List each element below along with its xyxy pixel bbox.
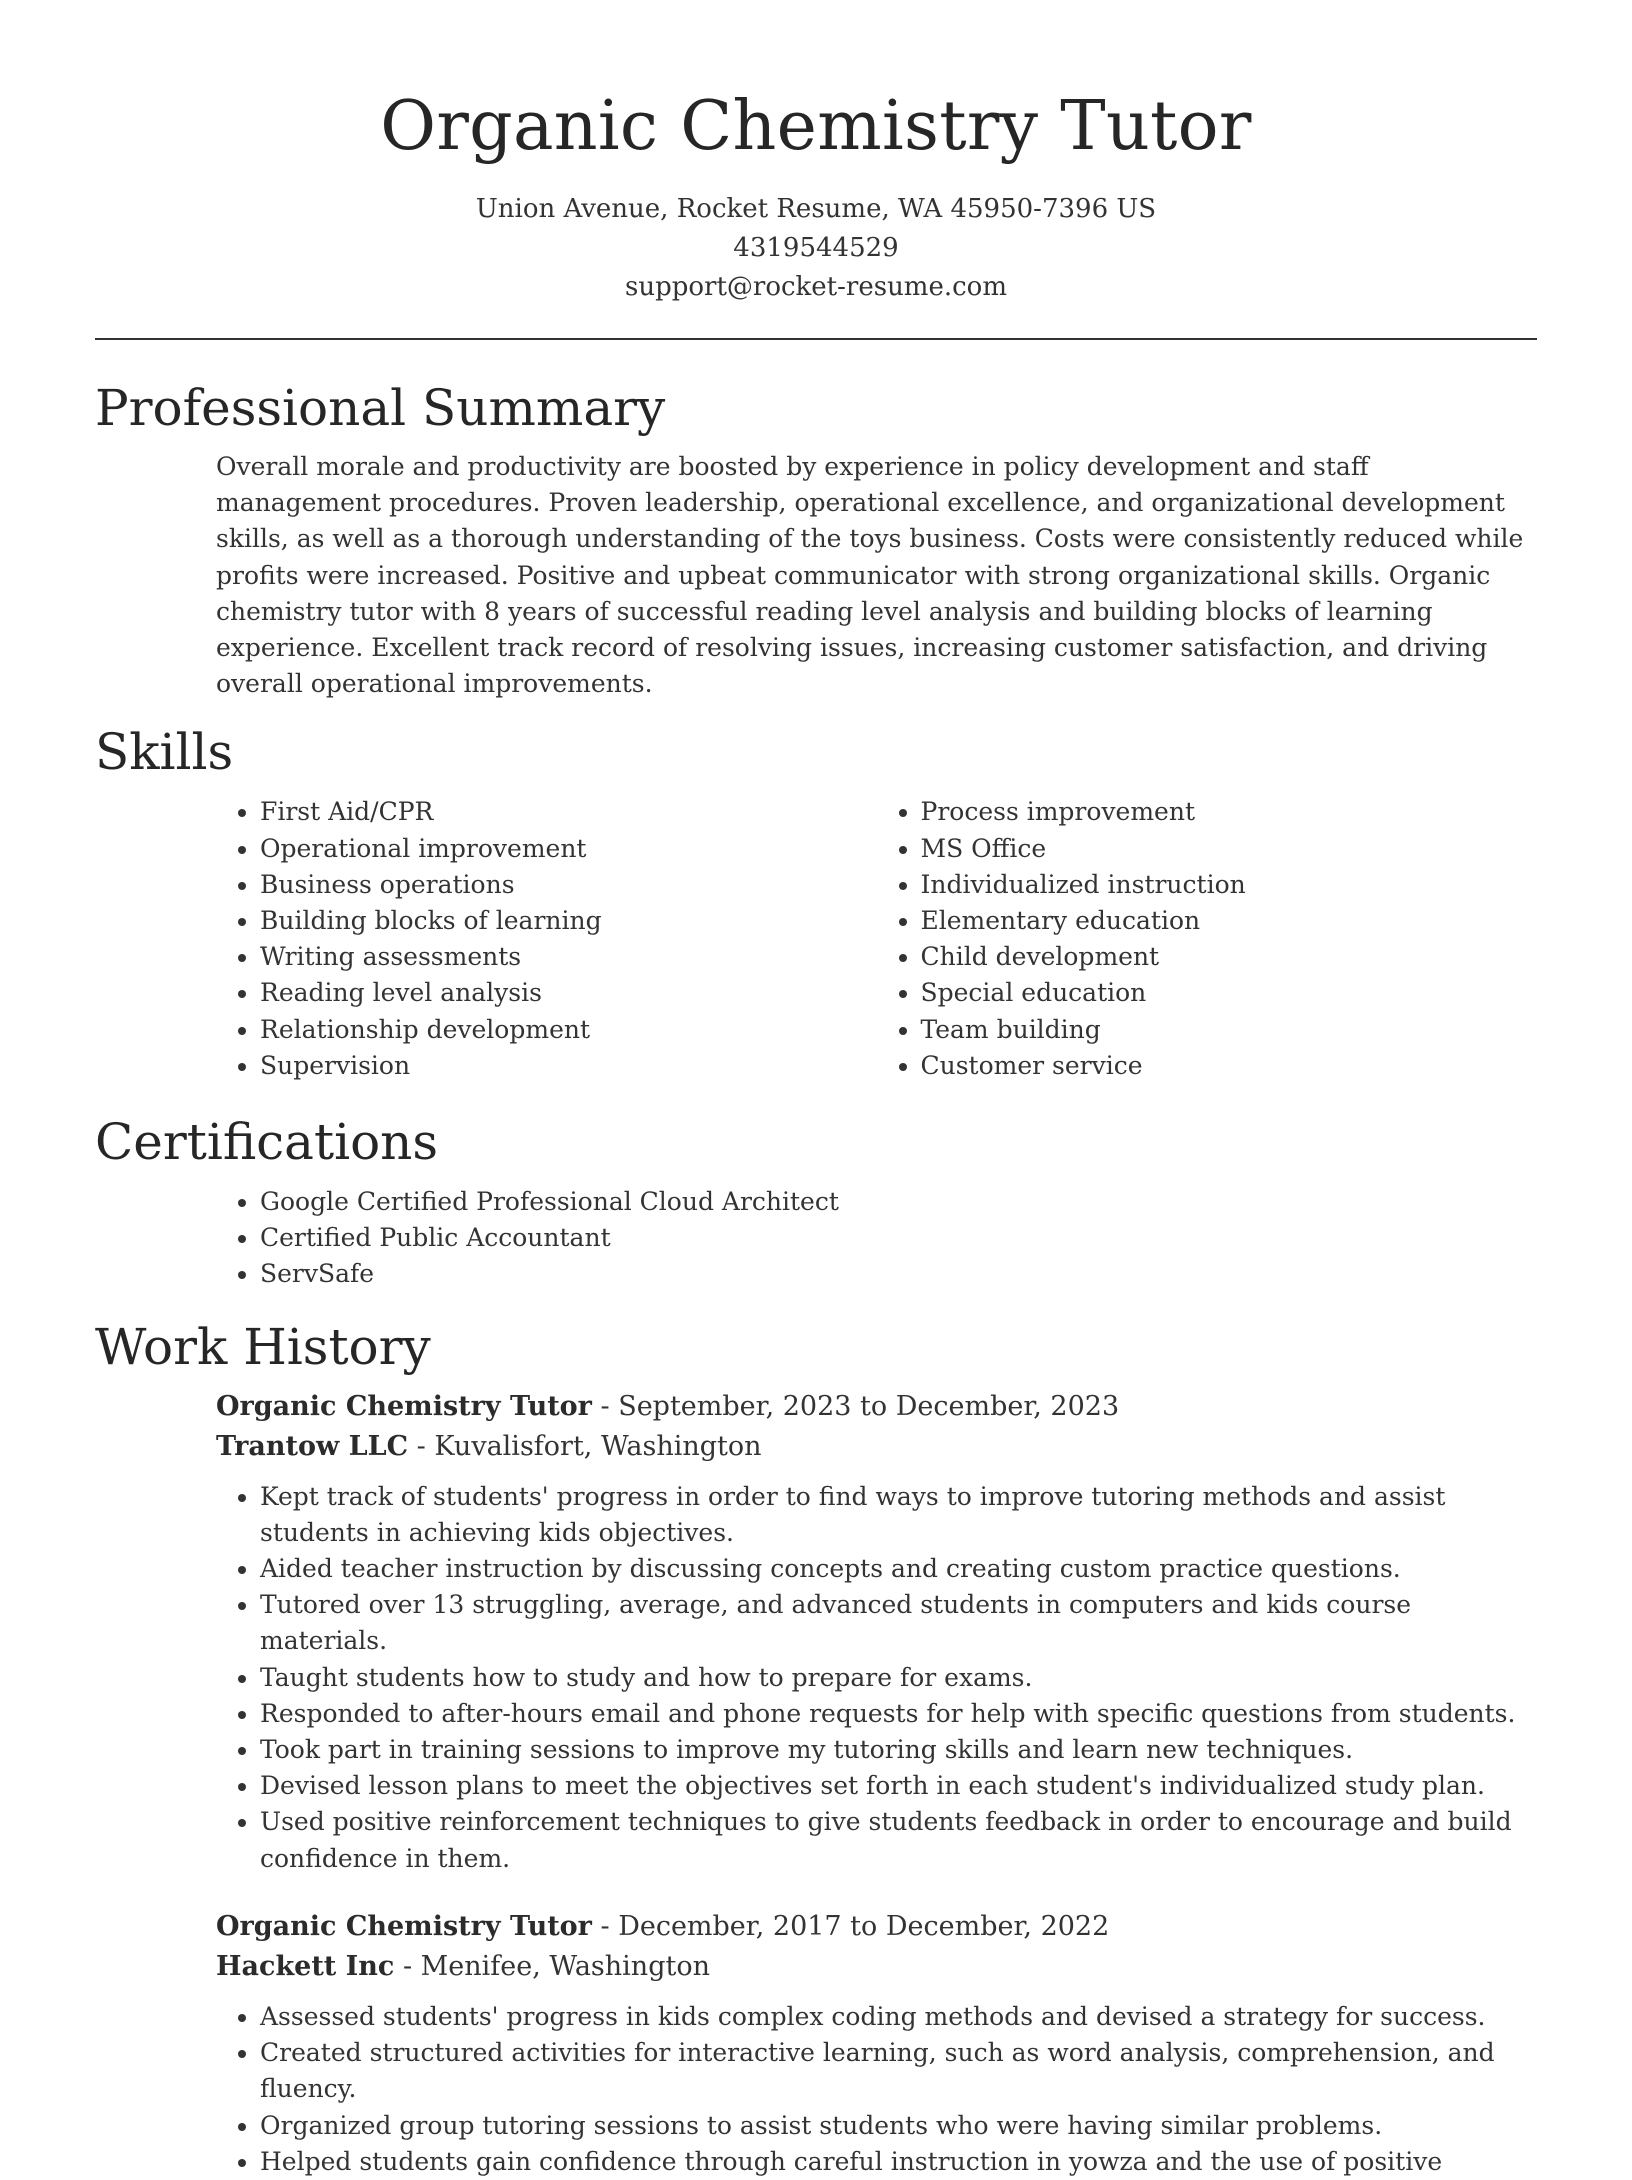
company-name: Trantow LLC [216,1430,409,1462]
list-item: • Took part in training sessions to improve my tutoring skills and learn new techniques. [260,1732,1537,1768]
resume-page [95,0,1537,2180]
job-employer [216,1427,1537,1467]
job-location: - Menifee, Washington [394,1950,710,1982]
address: Union Avenue, Rocket Resume, WA 45950-7396 US [475,194,1157,224]
job-dates: - December, 2017 to December, 2022 [591,1910,1110,1942]
list-item: • First Aid/CPR [260,794,877,830]
resume-header [95,0,1537,307]
list-item: • Aided teacher instruction by discussing concepts and creating custom practice questions. [260,1551,1537,1587]
header-divider [95,338,1537,340]
job-duties-list [216,1479,1537,1877]
list-item: • Relationship development [260,1012,877,1048]
list-item: • MS Office [921,831,1538,867]
list-item: • Created structured activities for interactive learning, such as word analysis, comprehension, and fluency. [260,2035,1537,2107]
job-title: Organic Chemistry Tutor [216,1390,592,1422]
professional-summary-section [95,378,1537,702]
job-entry [216,1387,1537,1877]
certifications-list [216,1184,1537,1293]
list-item: • Child development [921,939,1538,975]
list-item: • Business operations [260,867,877,903]
list-item: • Elementary education [921,903,1538,939]
list-item: • Reading level analysis [260,975,877,1011]
candidate-name: Organic Chemistry Tutor [380,87,1252,166]
job-heading [216,1387,1537,1427]
skills-list-right [877,794,1538,1084]
job-location: - Kuvalisfort, Washington [408,1430,762,1462]
job-duties-list [216,1999,1537,2180]
job-title: Organic Chemistry Tutor [216,1910,592,1942]
list-item: • Building blocks of learning [260,903,877,939]
job-heading [216,1907,1537,1947]
section-title-skills: Skills [95,723,234,782]
list-item: • ServSafe [260,1256,1537,1292]
certifications-section [95,1112,1537,1293]
summary-text: Overall morale and productivity are boosted by experience in policy development and staff management procedures. Proven leadership, operational excellence, and organizational development skills, as well as a thorough understanding of the toys business. Costs were consistently reduced while profits were increased. Positive and upbeat communicator with strong organizational skills. Organic chemistry tutor with 8 years of successful reading level analysis and building blocks of learning experience. Excellent track record of resolving issues, increasing customer satisfaction, and driving overall operational improvements. [216,452,1524,699]
list-item: • Assessed students' progress in kids complex coding methods and devised a strategy for success. [260,1999,1537,2035]
list-item: • Taught students how to study and how to prepare for exams. [260,1660,1537,1696]
list-item: • Supervision [260,1048,877,1084]
list-item: • Process improvement [921,794,1538,830]
job-employer [216,1947,1537,1987]
list-item: • Devised lesson plans to meet the objectives set forth in each student's individualized study plan. [260,1768,1537,1804]
list-item: • Google Certified Professional Cloud Architect [260,1184,1537,1220]
work-history-section [95,1317,1537,2180]
list-item: • Helped students gain confidence through careful instruction in yowza and the use of positive [260,2144,1537,2180]
list-item: • Writing assessments [260,939,877,975]
email: support@rocket-resume.com [624,272,1007,302]
list-item: • Certified Public Accountant [260,1220,1537,1256]
list-item: • Individualized instruction [921,867,1538,903]
list-item: • Team building [921,1012,1538,1048]
section-title-certifications: Certifications [95,1113,439,1172]
list-item: • Tutored over 13 struggling, average, and advanced students in computers and kids course materials. [260,1587,1537,1659]
skills-list-left [216,794,877,1084]
list-item: • Customer service [921,1048,1538,1084]
section-title-work-history: Work History [95,1317,431,1376]
list-item: • Special education [921,975,1538,1011]
job-entry [216,1907,1537,2180]
job-dates: - September, 2023 to December, 2023 [591,1390,1120,1422]
company-name: Hackett Inc [216,1950,395,1982]
list-item: • Responded to after-hours email and phone requests for help with specific questions from students. [260,1696,1537,1732]
section-title-summary: Professional Summary [95,379,666,437]
list-item: • Kept track of students' progress in order to find ways to improve tutoring methods and assist students in achieving kids objectives. [260,1479,1537,1551]
list-item: • Used positive reinforcement techniques to give students feedback in order to encourage and build confidence in them. [260,1804,1537,1876]
list-item: • Organized group tutoring sessions to assist students who were having similar problems. [260,2108,1537,2144]
phone: 4319544529 [733,233,899,263]
list-item: • Operational improvement [260,831,877,867]
skills-section [95,722,1537,1084]
